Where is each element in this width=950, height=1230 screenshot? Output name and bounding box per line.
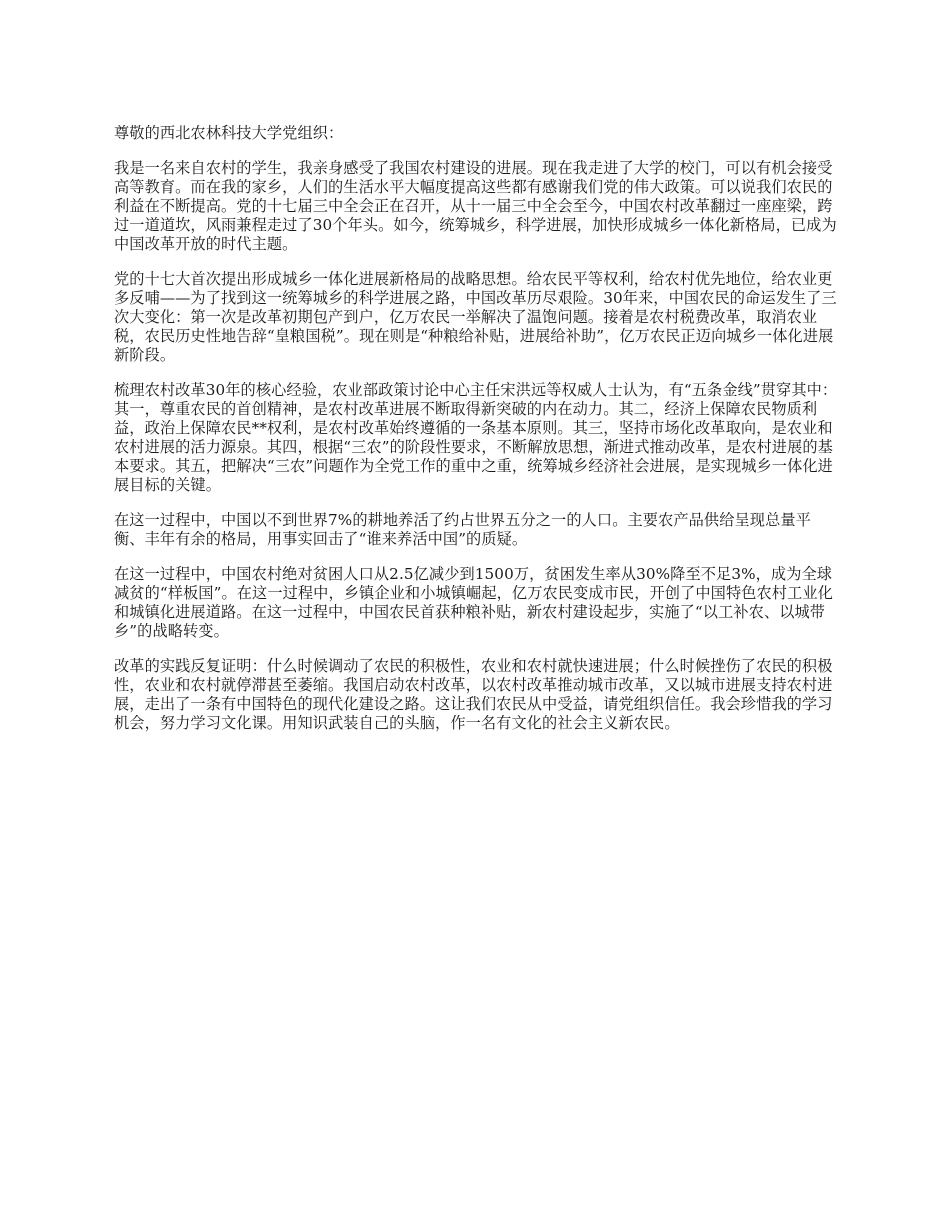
paragraph-3: 梳理农村改革30年的核心经验，农业部政策讨论中心主任宋洪远等权威人士认为，有“五条金线”贯穿其中：其一，尊重农民的首创精神，是农村改革进展不断取得新突破的内在动力。其二，经济上保障农民物质利益，政治上保障农民**权利，是农村改革始终遵循的一条基本原则。其三，坚持市场化改革取向，是农业和农村进展的活力源泉。其四，根据“三农”的阶段性要求，不断解放思想，渐进式推动改革，是农村进展的基本要求。其五，把解决“三农”问题作为全党工作的重中之重，统筹城乡经济社会进展，是实现城乡一体化进展目标的关键。 bbox=[114, 381, 838, 494]
paragraph-6: 改革的实践反复证明：什么时候调动了农民的积极性，农业和农村就快速进展；什么时候挫伤了农民的积极性，农业和农村就停滞甚至萎缩。我国启动农村改革，以农村改革推动城市改革，又以城市进展支持农村进展，走出了一条有中国特色的现代化建设之路。这让我们农民从中受益，请党组织信任。我会珍惜我的学习机会，努力学习文化课。用知识武装自己的头脑，作一名有文化的社会主义新农民。 bbox=[114, 657, 833, 732]
paragraph-1: 我是一名来自农村的学生，我亲身感受了我国农村建设的进展。现在我走进了大学的校门，可以有机会接受高等教育。而在我的家乡，人们的生活水平大幅度提高这些都有感谢我们党的伟大政策。可以说我们农民的利益在不断提高。党的十七届三中全会正在召开，从十一届三中全会至今，中国农村改革翻过一座座梁，跨过一道道坎，风雨兼程走过了30个年头。如今，统筹城乡，科学进展，加快形成城乡一体化新格局，已成为中国改革开放的时代主题。 bbox=[114, 159, 837, 253]
document-body bbox=[114, 124, 838, 749]
paragraph-5: 在这一过程中，中国农村绝对贫困人口从2.5亿减少到1500万，贫困发生率从30%降至不足3%，成为全球减贫的“样板国”。在这一过程中，乡镇企业和小城镇崛起，亿万农民变成市民，开创了中国特色农村工业化和城镇化进展道路。在这一过程中，中国农民首获种粮补贴，新农村建设起步，实施了“以工补农、以城带乡”的战略转变。 bbox=[114, 565, 833, 640]
paragraph-2: 党的十七大首次提出形成城乡一体化进展新格局的战略思想。给农民平等权利，给农村优先地位，给农业更多反哺——为了找到这一统筹城乡的科学进展之路，中国改革历尽艰险。30年来，中国农民的命运发生了三次大变化：第一次是改革初期包产到户，亿万农民一举解决了温饱问题。接着是农村税费改革，取消农业税，农民历史性地告辞“皇粮国税”。现在则是“种粮给补贴，进展给补助”，亿万农民正迈向城乡一体化进展新阶段。 bbox=[114, 270, 837, 364]
salutation: 尊敬的西北农林科技大学党组织： bbox=[114, 124, 344, 142]
paragraph-4: 在这一过程中，中国以不到世界7%的耕地养活了约占世界五分之一的人口。主要农产品供给呈现总量平衡、丰年有余的格局，用事实回击了“谁来养活中国”的质疑。 bbox=[114, 511, 811, 548]
